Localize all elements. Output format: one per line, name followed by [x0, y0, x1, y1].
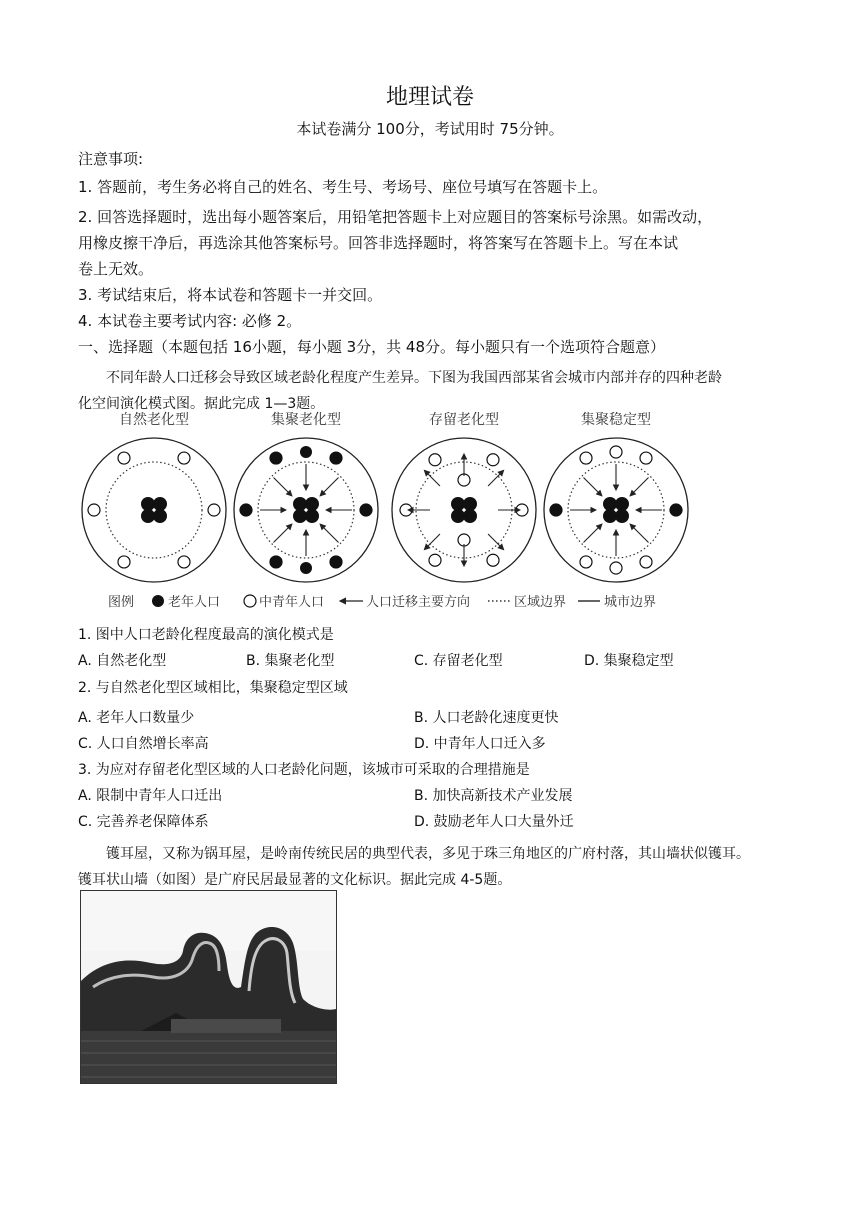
young-population-dot: [118, 452, 130, 464]
old-population-dot: [360, 504, 372, 516]
option: A. 限制中青年人口迁出: [78, 788, 223, 804]
group2-intro-line1: 镬耳屋，又称为锅耳屋，是岭南传统民居的典型代表，多见于珠三角地区的广府村落，其山墙状似镬耳。: [106, 846, 750, 862]
old-population-dot: [293, 509, 307, 523]
old-population-dot: [300, 446, 312, 458]
old-population-dot: [141, 497, 155, 511]
option: D. 鼓励老年人口大量外迁: [414, 814, 574, 830]
young-population-dot: [178, 452, 190, 464]
young-population-dot: [580, 452, 592, 464]
old-population-dot: [300, 562, 312, 574]
option: D. 中青年人口迁入多: [414, 736, 546, 752]
figure-legend: [108, 594, 656, 610]
old-population-dot: [550, 504, 562, 516]
notice-heading: 注意事项:: [78, 150, 144, 168]
old-population-dot: [153, 497, 167, 511]
migration-arrow: [630, 477, 648, 495]
old-population-dot: [603, 509, 617, 523]
young-population-dot: [610, 562, 622, 574]
old-population-dot: [603, 497, 617, 511]
old-population-dot: [463, 497, 477, 511]
question-stem: 1. 图中人口老龄化程度最高的演化模式是: [78, 627, 334, 643]
migration-arrow: [583, 477, 601, 495]
old-population-dot: [463, 509, 477, 523]
option: B. 集聚老化型: [246, 653, 335, 669]
option: C. 人口自然增长率高: [78, 736, 209, 752]
old-population-dot: [270, 452, 282, 464]
legend-old-label: 老年人口: [168, 595, 221, 610]
young-population-dot: [640, 556, 652, 568]
city-boundary: [82, 438, 226, 582]
migration-arrow: [320, 477, 338, 495]
option: C. 存留老化型: [414, 653, 503, 669]
city-boundary: [234, 438, 378, 582]
young-population-dot: [429, 554, 441, 566]
group1-intro-line1: 不同年龄人口迁移会导致区域老龄化程度产生差异。下图为我国西部某省会城市内部并存的四种老龄: [106, 370, 722, 386]
mode-label: 集聚老化型: [271, 412, 341, 428]
young-population-dot: [487, 454, 499, 466]
young-population-dot: [610, 446, 622, 458]
old-population-dot: [153, 509, 167, 523]
young-population-dot: [487, 554, 499, 566]
migration-arrow: [320, 524, 338, 542]
notice-item: 用橡皮擦干净后，再选涂其他答案标号。回答非选择题时，将答案写在答题卡上。写在本试: [78, 234, 679, 252]
page-title: 地理试卷: [385, 85, 474, 110]
migration-arrow: [630, 524, 648, 542]
young-population-dot: [429, 454, 441, 466]
group2-intro-line2: 镬耳状山墙（如图）是广府民居最显著的文化标识。据此完成 4-5题。: [78, 872, 512, 888]
old-population-dot: [615, 497, 629, 511]
exam-info: 本试卷满分 100分，考试用时 75分钟。: [296, 120, 564, 138]
young-population-dot: [88, 504, 100, 516]
migration-arrow: [273, 524, 291, 542]
notice-item: 4. 本试卷主要考试内容: 必修 2。: [78, 312, 302, 330]
migration-arrow: [488, 470, 504, 486]
old-population-dot: [451, 509, 465, 523]
wok-ear-gable-photo: [80, 890, 337, 1084]
legend-region-label: 区域边界: [514, 595, 567, 610]
migration-arrow: [424, 470, 440, 486]
question-stem: 2. 与自然老化型区域相比，集聚稳定型区域: [78, 680, 348, 696]
mode-label: 集聚稳定型: [581, 412, 651, 428]
old-population-dot: [451, 497, 465, 511]
notice-item: 1. 答题前，考生务必将自己的姓名、考生号、考场号、座位号填写在答题卡上。: [78, 178, 608, 196]
option: C. 完善养老保障体系: [78, 814, 209, 830]
old-population-dot: [330, 556, 342, 568]
old-population-dot: [615, 509, 629, 523]
old-population-dot: [305, 497, 319, 511]
aging-modes-figure: [78, 410, 738, 615]
legend-young-label: 中青年人口: [259, 595, 325, 610]
old-population-dot: [270, 556, 282, 568]
old-population-dot: [670, 504, 682, 516]
mode-label: 自然老化型: [119, 412, 189, 428]
legend-young-marker: [244, 595, 256, 607]
migration-arrow: [488, 534, 504, 550]
legend-old-marker: [152, 595, 164, 607]
old-population-dot: [240, 504, 252, 516]
region-boundary: [106, 462, 202, 558]
question-stem: 3. 为应对存留老化型区域的人口老龄化问题，该城市可采取的合理措施是: [78, 762, 530, 778]
legend-migration-label: 人口迁移主要方向: [366, 595, 471, 610]
notice-item: 3. 考试结束后，将本试卷和答题卡一并交回。: [78, 286, 383, 304]
option: A. 自然老化型: [78, 653, 167, 669]
legend-prefix: 图例: [108, 595, 135, 610]
option: B. 人口老龄化速度更快: [414, 710, 559, 726]
young-population-dot: [640, 452, 652, 464]
old-population-dot: [141, 509, 155, 523]
migration-arrow: [424, 534, 440, 550]
notice-item: 2. 回答选择题时，选出每小题答案后，用铅笔把答题卡上对应题目的答案标号涂黑。如需改动，: [78, 208, 713, 226]
young-population-dot: [118, 556, 130, 568]
migration-arrow: [583, 524, 601, 542]
section-heading: 一、选择题（本题包括 16小题，每小题 3分，共 48分。每小题只有一个选项符合题意）: [78, 338, 666, 356]
group1-intro-line2: 化空间演化模式图。据此完成 1—3题。: [78, 396, 325, 412]
migration-arrow: [273, 477, 291, 495]
young-population-dot: [580, 556, 592, 568]
young-population-dot: [178, 556, 190, 568]
legend-city-label: 城市边界: [604, 595, 657, 610]
mode-label: 存留老化型: [429, 412, 499, 428]
option: D. 集聚稳定型: [584, 653, 674, 669]
old-population-dot: [330, 452, 342, 464]
old-population-dot: [293, 497, 307, 511]
old-population-dot: [305, 509, 319, 523]
option: A. 老年人口数量少: [78, 710, 195, 726]
option: B. 加快高新技术产业发展: [414, 788, 573, 804]
notice-item: 卷上无效。: [78, 260, 154, 278]
city-boundary: [544, 438, 688, 582]
young-population-dot: [208, 504, 220, 516]
